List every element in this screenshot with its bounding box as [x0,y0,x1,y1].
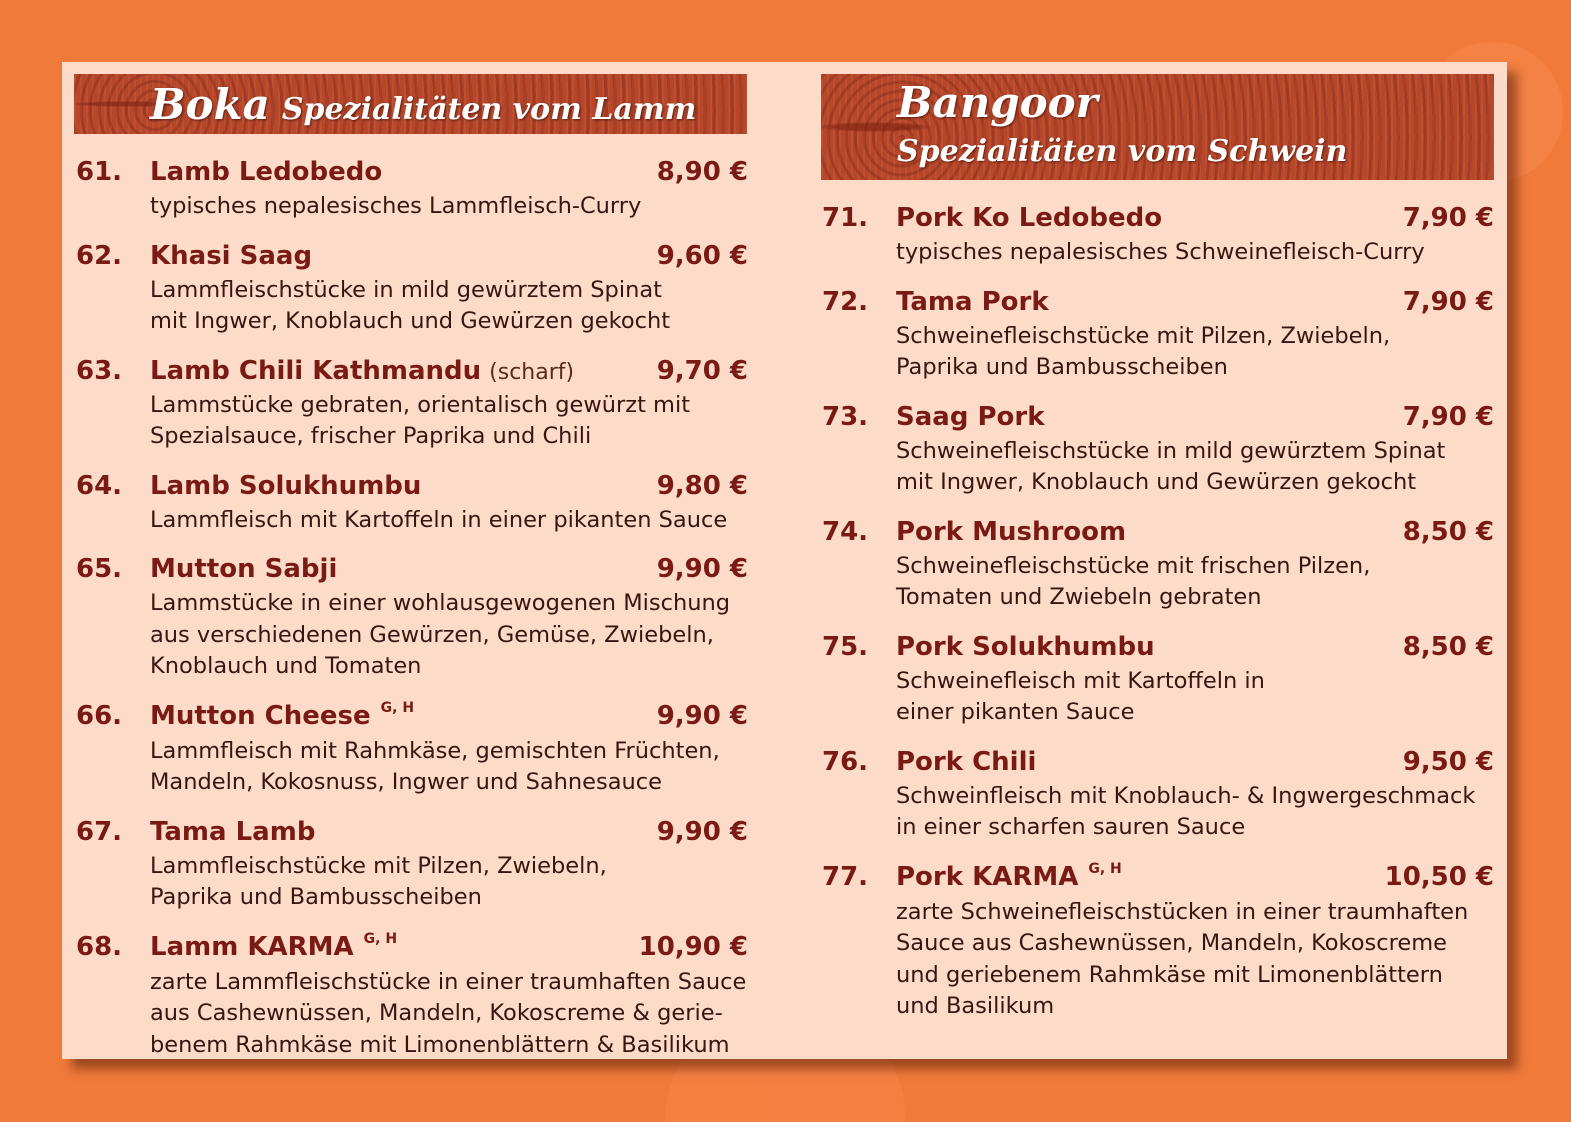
item-name: Pork Solukhumbu [896,631,1155,662]
item-description-line: aus Cashewnüssen, Mandeln, Kokoscreme & gerie- [150,1000,723,1026]
item-price: 8,50 € [1402,631,1494,662]
item-price: 9,70 € [656,355,748,386]
item-note: (scharf) [489,359,575,385]
item-description-line: Lammfleischstücke mit Pilzen, Zwiebeln, [150,852,607,879]
allergen-codes: G, H [380,699,415,716]
item-description-line: Knoblauch und Tomaten [150,653,422,679]
lamb-menu-list [76,156,748,1078]
item-description-line: einer pikanten Sauce [896,699,1135,725]
item-name: Tama Lamb [150,816,316,847]
item-price: 10,50 € [1384,861,1494,892]
menu-item [76,156,748,223]
item-price: 10,90 € [638,931,748,962]
menu-item [822,202,1494,269]
item-number: 76. [822,746,869,777]
item-price: 9,90 € [656,554,748,584]
lamb-section-title: Boka [150,80,270,129]
item-description-line: Schweinfleisch mit Knoblauch- & Ingwergeschmack [896,782,1476,809]
menu-item [76,931,748,1062]
item-price: 9,60 € [656,240,748,271]
item-description-line: und geriebenem Rahmkäse mit Limonenblättern [896,961,1443,988]
menu-item [822,861,1494,1023]
item-price: 8,50 € [1402,516,1494,547]
item-description-line: Paprika und Bambusscheiben [150,884,482,910]
item-number: 71. [822,203,869,233]
item-description-line: Paprika und Bambusscheiben [896,354,1228,380]
item-number: 62. [76,240,123,271]
item-price: 8,90 € [656,157,748,187]
item-name: Tama Pork [896,286,1049,317]
item-number: 72. [822,286,869,317]
menu-item [76,470,748,537]
item-name: Lamm KARMA [150,931,354,962]
item-description-line: typisches nepalesisches Lammfleisch-Curry [150,193,642,219]
item-description-line: Sauce aus Cashewnüssen, Mandeln, Kokoscreme [896,930,1447,956]
menu-item [76,553,748,683]
menu-panel [62,62,1507,1059]
item-description-line: in einer scharfen sauren Sauce [896,814,1246,840]
pork-section-subtitle: Spezialitäten vom Schwein [897,134,1348,169]
item-name: Mutton Cheese [150,700,371,731]
item-number: 68. [76,931,123,962]
item-description-line: und Basilikum [896,993,1055,1019]
allergen-codes: G, H [363,930,398,947]
item-description-line: Lammfleisch mit Kartoffeln in einer pikanten Sauce [150,506,728,533]
item-name: Pork Ko Ledobedo [896,203,1163,233]
item-description-line: Schweinefleischstücke mit frischen Pilzen, [896,552,1371,579]
item-description-line: mit Ingwer, Knoblauch und Gewürzen gekocht [150,308,671,334]
item-number: 67. [76,816,123,847]
item-number: 66. [76,700,123,731]
item-description-line: Lammstücke in einer wohlausgewogenen Mischung [150,590,731,616]
menu-item [76,816,748,914]
item-name: Pork KARMA [896,861,1079,892]
item-description-line: Spezialsauce, frischer Paprika und Chili [150,423,592,449]
menu-item [822,631,1494,729]
item-price: 7,90 € [1402,203,1494,233]
item-name: Khasi Saag [150,240,313,271]
menu-item [822,286,1494,384]
item-number: 61. [76,157,123,187]
item-name: Saag Pork [896,401,1045,432]
item-price: 9,90 € [656,816,748,847]
item-description-line: mit Ingwer, Knoblauch und Gewürzen gekocht [896,469,1417,495]
pork-section-header [821,74,1494,180]
item-number: 77. [822,861,869,892]
item-description-line: benem Rahmkäse mit Limonenblättern & Basilikum [150,1031,730,1058]
menu-item [822,746,1494,844]
menu-item [76,355,748,453]
item-name: Pork Mushroom [896,516,1127,547]
item-description-line: Schweinefleischstücke in mild gewürztem Spinat [896,437,1446,464]
item-price: 9,80 € [656,470,748,501]
item-number: 74. [822,516,869,547]
item-description-line: aus verschiedenen Gewürzen, Gemüse, Zwiebeln, [150,621,714,648]
pork-section-title: Bangoor [897,78,1098,127]
item-description-line: Lammstücke gebraten, orientalisch gewürzt mit [150,391,691,418]
item-description-line: Schweinefleischstücke mit Pilzen, Zwiebeln, [896,322,1391,349]
item-number: 75. [822,631,869,662]
item-description-line: zarte Lammfleischstücke in einer traumhaften Sauce [150,968,747,995]
item-description-line: Lammfleischstücke in mild gewürztem Spinat [150,276,662,303]
item-name: Lamb Solukhumbu [150,470,422,501]
item-number: 73. [822,401,869,432]
item-name: Lamb Chili Kathmandu [150,355,482,386]
lamb-section-subtitle: Spezialitäten vom Lamm [281,92,697,127]
menu-item [76,700,748,799]
item-name: Pork Chili [896,746,1037,777]
item-number: 63. [76,355,123,386]
menu-item [822,401,1494,499]
allergen-codes: G, H [1088,860,1122,877]
item-description-line: Tomaten und Zwiebeln gebraten [896,584,1262,610]
menu-item [76,240,748,338]
item-price: 9,90 € [656,700,748,731]
lamb-section-header [74,74,747,134]
item-number: 65. [76,554,123,584]
item-price: 7,90 € [1402,401,1494,432]
item-name: Mutton Sabji [150,554,338,584]
item-description-line: Mandeln, Kokosnuss, Ingwer und Sahnesauce [150,769,662,795]
item-description-line: typisches nepalesisches Schweinefleisch-Curry [896,239,1425,265]
item-price: 7,90 € [1402,286,1494,317]
item-name: Lamb Ledobedo [150,157,383,187]
item-price: 9,50 € [1402,746,1494,777]
item-description-line: Schweinefleisch mit Kartoffeln in [896,667,1265,694]
menu-item [822,516,1494,614]
item-description-line: Lammfleisch mit Rahmkäse, gemischten Früchten, [150,737,720,764]
item-number: 64. [76,470,123,501]
item-description-line: zarte Schweinefleischstücken in einer traumhaften [896,898,1469,925]
pork-menu-list [822,202,1494,1040]
